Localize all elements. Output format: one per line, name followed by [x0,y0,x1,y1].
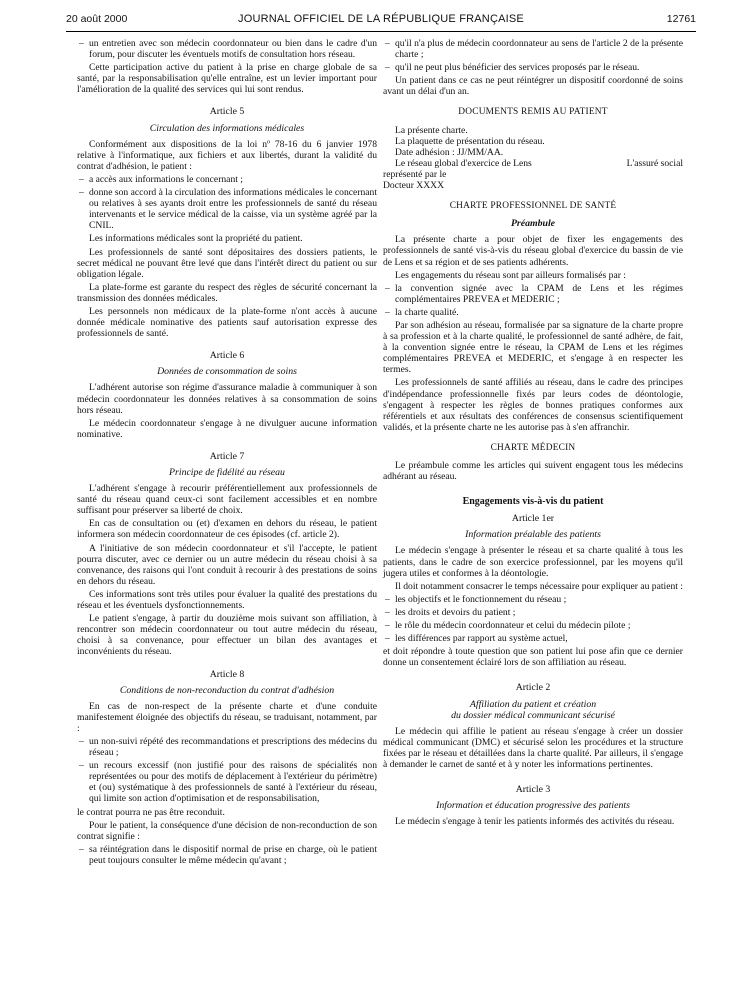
left-column [77,38,377,868]
paragraph: Le médecin s'engage à présenter le réseau et sa charte qualité à tous les patients, dans le cadre de son exercice professionnel, par les moyens qu'il jugera utiles et conformes à la déontologie. [383,545,683,579]
list-item: – les droits et devoirs du patient ; [383,607,683,618]
article-heading: Article 1er [511,513,555,525]
list-item: – la charte qualité. [383,307,683,318]
paragraph: La plate-forme est garante du respect des règles de sécurité concernant la transmission des données médicales. [77,281,377,304]
header-journal-title: JOURNAL OFFICIEL DE LA RÉPUBLIQUE FRANÇAISE [238,13,524,25]
list-item: – la convention signée avec la CPAM de Lens et les régimes complémentaires PREVEA et MEDERIC ; [383,283,683,305]
article-heading: Article 2 [515,682,551,694]
section-heading: CHARTE PROFESSIONNEL DE SANTÉ [449,201,617,212]
list-item: – qu'il ne peut plus bénéficier des services proposés par le réseau. [383,62,683,73]
article-title: Affiliation du patient et création [469,698,597,710]
signature-left: Le réseau global d'exercice de Lens [395,157,532,169]
article-title: Données de consommation de soins [157,366,297,378]
list-item: – a accès aux informations le concernant ; [77,174,377,185]
paragraph: Par son adhésion au réseau, formalisée par sa signature de la charte propre à sa profession et à la charte qualité, le professionnel de santé adhère, de fait, à la convention signée entre le réseau, la CPAM de Lens et les régimes complémentaires PREVEA et MEDERIC, et s'engage à en respecter les termes. [383,319,683,376]
paragraph: le contrat pourra ne pas être reconduit. [77,806,225,818]
paragraph: Les engagements du réseau sont par ailleurs formalisés par : [395,269,626,281]
article-heading: Article 8 [209,668,245,680]
signature-line: Docteur XXXX [383,180,445,192]
list-item: – les différences par rapport au système actuel, [383,633,683,644]
paragraph: Le médecin coordonnateur s'engage à ne divulguer aucune information nominative. [77,417,377,440]
document-line: La présente charte. [395,124,468,136]
paragraph: La présente charte a pour objet de fixer les engagements des professionnels de santé vis-à-vis du réseau global d'exercice du bassin de vie de Lens et sa région et de ses patients adhérents. [383,234,683,268]
list-item: – qu'il n'a plus de médecin coordonnateur au sens de l'article 2 de la présente charte ; [383,38,683,60]
paragraph: Les professionnels de santé affiliés au réseau, dans le cadre des principes d'indépendance professionnelle fixés par leurs codes de déontologie, s'engagent à respecter les règles de bonnes pratiques conformes aux référentiels et aux résultats des conférences de consensus scientifiquement validés, et la présente charte ne les autorise pas à s'en affranchir. [383,377,683,433]
paragraph: L'adhérent s'engage à recourir préférentiellement aux professionnels de santé du réseau quand ceux-ci sont facilement accessibles et en nombre suffisant pour préserver sa liberté de choix. [77,483,377,517]
article-heading: Article 5 [209,106,245,118]
article-title: Circulation des informations médicales [149,122,305,134]
list-item: – sa réintégration dans le dispositif normal de prise en charge, où le patient peut toujours consulter le même médecin qu'avant ; [77,844,377,866]
article-heading: Article 6 [209,350,245,362]
section-heading: CHARTE MÉDECIN [490,442,576,453]
list-item: – un entretien avec son médecin coordonnateur ou bien dans le cadre d'un forum, pour discuter les éventuels motifs de consultation hors réseau. [77,38,377,60]
paragraph: Les professionnels de santé sont dépositaires des dossiers patients, le secret médical ne pouvant être levé que dans l'intérêt direct du patient ou sur obligation légale. [77,246,377,280]
document-line: La plaquette de présentation du réseau. [395,135,545,147]
paragraph: Conformément aux dispositions de la loi nº 78-16 du 6 janvier 1978 relative à l'informatique, aux fichiers et aux libertés, durant la validité du contrat d'adhésion, le patient : [77,138,377,172]
article-title: Information préalable des patients [465,529,601,541]
list-item: – un recours excessif (non justifié pour des raisons de spécialités non représentées ou pour des motifs de déplacement à l'extérieur du périmètre) et (ou) systématique à des professionnels de santé à l'extérieur du réseau, qui limite son action d'optimisation et de responsabilisation, [77,760,377,804]
paragraph: L'adhérent autorise son régime d'assurance maladie à communiquer à son médecin coordonnateur les données relatives à sa consommation de soins hors réseau. [77,382,377,416]
paragraph: Pour le patient, la conséquence d'une décision de non-reconduction de son contrat signifie : [77,819,377,842]
article-title: du dossier médical communicant sécurisé [451,709,615,721]
paragraph: Cette participation active du patient à la prise en charge globale de sa santé, par la responsabilisation qu'elle entraîne, est un levier important pour l'amélioration de la qualité des services qui lui sont rendus. [77,62,377,96]
preamble-title: Préambule [510,218,556,230]
list-item: – un non-suivi répété des recommandations et prescriptions des médecins du réseau ; [77,736,377,758]
signature-row [383,158,683,169]
article-heading: Article 7 [209,450,245,462]
section-heading: DOCUMENTS REMIS AU PATIENT [458,107,608,118]
article-title: Principe de fidélité au réseau [169,467,285,478]
signature-line: représenté par le [383,168,447,180]
list-item: – donne son accord à la circulation des informations médicales le concernant ou relatives à ses ayants droit entre les professionnels de santé du réseau intervenants et le service médical de la caisse, via un système agréé par la CNIL. [77,187,377,231]
header-page-number: 12761 [666,13,696,25]
paragraph: et doit répondre à toute question que son patient lui pose afin que ce dernier donne un consentement éclairé lors de son affiliation au réseau. [383,646,683,669]
paragraph: Les informations médicales sont la propriété du patient. [89,233,303,245]
paragraph: En cas de consultation ou (et) d'examen en dehors du réseau, le patient informera son médecin coordonnateur de ces épisodes (cf. article 2). [77,518,377,541]
paragraph: Les personnels non médicaux de la plate-forme n'ont accès à aucune donnée médicale nominative des patients sauf autorisation expresse des professionnels de santé. [77,305,377,340]
signature-right: L'assuré social [626,157,683,169]
paragraph: A l'initiative de son médecin coordonnateur et s'il l'accepte, le patient pourra discuter, avec ce dernier ou un autre médecin du réseau choisi à sa convenance, des raisons qui l'ont conduit à recourir à des prestations de soins en dehors du réseau. [77,542,377,587]
article-title: Information et éducation progressive des patients [436,800,630,812]
paragraph: Un patient dans ce cas ne peut réintégrer un dispositif coordonné de soins avant un délai d'un an. [383,75,683,98]
article-heading: Article 3 [515,784,551,796]
document-line: Date adhésion : JJ/MM/AA. [395,146,504,158]
engagements-heading: Engagements vis-à-vis du patient [462,496,604,508]
paragraph: Le médecin qui affilie le patient au réseau s'engage à créer un dossier médical communicant (DMC) et sécurisé selon les procédures et la structure fixées par le réseau et détaillées dans la charte qualité. Par ailleurs, il s'engage à demander le carnet de santé et à y noter les informations pertinentes. [383,725,683,770]
right-column [383,38,683,829]
paragraph: Le patient s'engage, à partir du douzième mois suivant son affiliation, à rencontrer son médecin coordonnateur ou tout autre médecin du réseau, choisi à sa convenance, pour effectuer un bilan des avantages et inconvénients du réseau. [77,613,377,658]
paragraph: En cas de non-respect de la présente charte et d'une conduite manifestement éloignée des objectifs du réseau, se traduisant, notamment, par : [77,700,377,734]
list-item: – les objectifs et le fonctionnement du réseau ; [383,594,683,605]
paragraph: Le médecin s'engage à tenir les patients informés des activités du réseau. [395,816,675,828]
paragraph: Il doit notamment consacrer le temps nécessaire pour expliquer au patient : [395,580,683,592]
paragraph: Le préambule comme les articles qui suivent engagent tous les médecins adhérant au réseau. [383,460,683,483]
article-title: Conditions de non-reconduction du contrat d'adhésion [119,684,335,696]
page-header [66,13,696,32]
header-date: 20 août 2000 [66,13,128,25]
paragraph: Ces informations sont très utiles pour évaluer la qualité des prestations du réseau et les éventuels dysfonctionnements. [77,588,377,612]
list-item: – le rôle du médecin coordonnateur et celui du médecin pilote ; [383,620,683,631]
